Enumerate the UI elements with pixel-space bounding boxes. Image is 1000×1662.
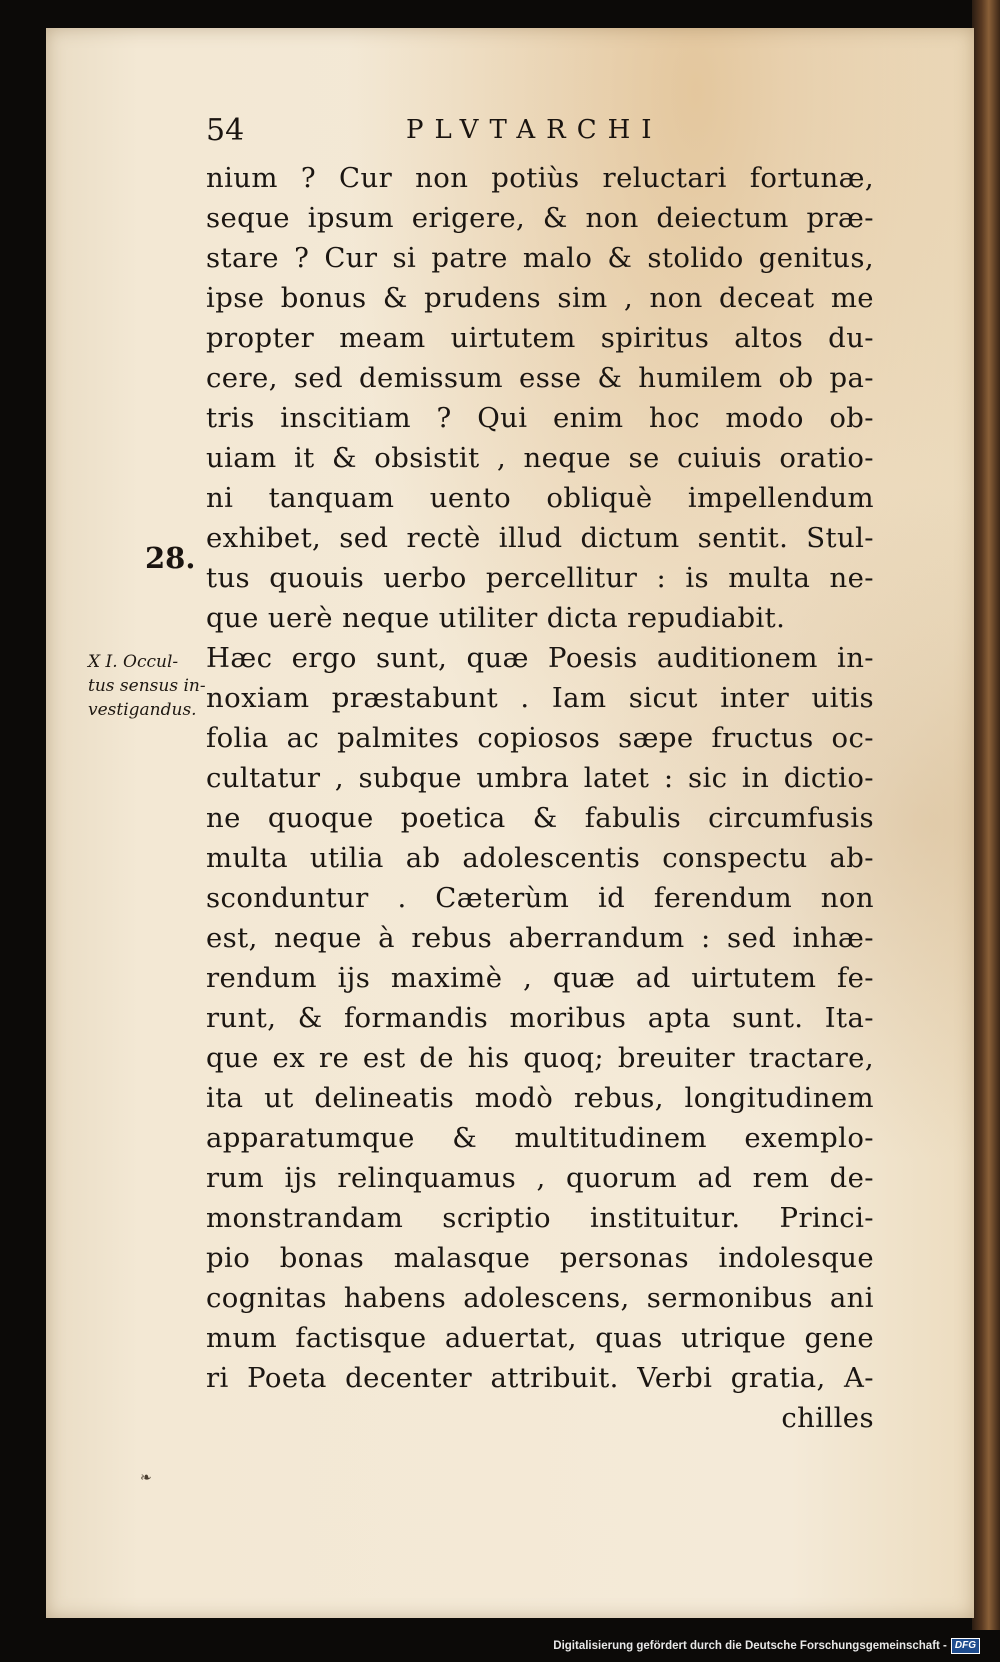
book-edge: [972, 0, 1000, 1630]
text-line: ni tanquam uento obliquè impellendum: [206, 482, 874, 514]
dfg-logo-icon: DFG: [951, 1638, 980, 1654]
text-line: pio bonas malasque personas indolesque: [206, 1242, 874, 1274]
text-line: ne quoque poetica & fabulis circumfusis: [206, 802, 874, 834]
text-line: multa utilia ab adolescentis conspectu ab-: [206, 842, 874, 874]
text-line: cognitas habens adolescens, sermonibus ani: [206, 1282, 874, 1314]
text-line: tris inscitiam ? Qui enim hoc modo ob-: [206, 402, 874, 434]
text-line: noxiam præstabunt . Iam sicut inter uitis: [206, 682, 874, 714]
margin-note-line: vestigandus.: [88, 700, 197, 720]
text-line: est, neque à rebus aberrandum : sed inhæ-: [206, 922, 874, 954]
section-number: 28.: [145, 541, 196, 575]
text-line: que uerè neque utiliter dicta repudiabit.: [206, 602, 786, 634]
text-line: ipse bonus & prudens sim , non deceat me: [206, 282, 874, 314]
text-line: uiam it & obsistit , neque se cuiuis oratio-: [206, 442, 874, 474]
text-line: que ex re est de his quoq; breuiter tractare,: [206, 1042, 874, 1074]
text-line: propter meam uirtutem spiritus altos du-: [206, 322, 874, 354]
body-text: [206, 158, 874, 1438]
text-line: exhibet, sed rectè illud dictum sentit. Stul-: [206, 522, 874, 554]
printer-mark-icon: ❧: [140, 1470, 152, 1486]
text-line: Hæc ergo sunt, quæ Poesis auditionem in-: [206, 642, 874, 674]
catchword: chilles: [781, 1402, 874, 1434]
text-line: stare ? Cur si patre malo & stolido genitus,: [206, 242, 874, 274]
text-line: cultatur , subque umbra latet : sic in dictio-: [206, 762, 874, 794]
text-line: apparatumque & multitudinem exemplo-: [206, 1122, 874, 1154]
text-line: monstrandam scriptio instituitur. Princi-: [206, 1202, 874, 1234]
running-head-title: PLVTARCHI: [406, 115, 663, 145]
footer-credit: Digitalisierung gefördert durch die Deutsche Forschungsgemeinschaft -: [553, 1640, 947, 1652]
text-line: runt, & formandis moribus apta sunt. Ita-: [206, 1002, 874, 1034]
margin-note-line: X I. Occul-: [88, 652, 179, 672]
text-line: ri Poeta decenter attribuit. Verbi gratia, A-: [206, 1362, 874, 1394]
text-line: seque ipsum erigere, & non deiectum præ-: [206, 202, 874, 234]
text-line: nium ? Cur non potiùs reluctari fortunæ,: [206, 162, 874, 194]
text-line: folia ac palmites copiosos sæpe fructus oc-: [206, 722, 874, 754]
text-line: sconduntur . Cæterùm id ferendum non: [206, 882, 874, 914]
text-line: mum factisque aduertat, quas utrique gene: [206, 1322, 874, 1354]
margin-note-line: tus sensus in-: [88, 676, 206, 696]
running-head: [206, 113, 856, 153]
digitization-footer: [553, 1637, 980, 1655]
text-line: rum ijs relinquamus , quorum ad rem de-: [206, 1162, 874, 1194]
text-line: cere, sed demissum esse & humilem ob pa-: [206, 362, 874, 394]
text-line: rendum ijs maximè , quæ ad uirtutem fe-: [206, 962, 874, 994]
text-line: ita ut delineatis modò rebus, longitudinem: [206, 1082, 874, 1114]
text-line: tus quouis uerbo percellitur : is multa ne-: [206, 562, 874, 594]
page-number: 54: [206, 113, 245, 148]
